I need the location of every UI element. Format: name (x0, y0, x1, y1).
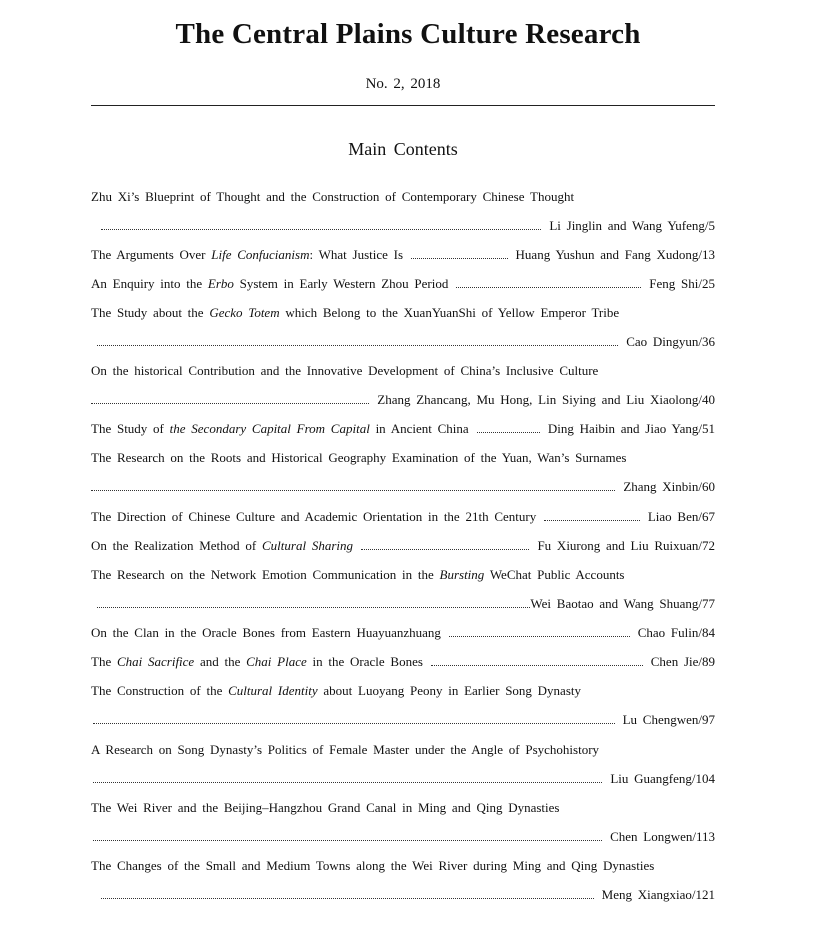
toc-entry[interactable] (91, 623, 715, 643)
journal-title: The Central Plains Culture Research (175, 18, 641, 50)
toc-entry-title[interactable] (91, 740, 715, 760)
leader-dots (97, 345, 618, 346)
leader-dots (544, 520, 640, 521)
entry-title: The Study of the Secondary Capital From Capital in Ancient China (91, 421, 469, 436)
toc-entry-author-line[interactable] (91, 885, 715, 905)
issue-number: No. 2, 2018 (365, 76, 441, 92)
entry-title: The Arguments Over Life Confucianism: What Justice Is (91, 247, 404, 262)
entry-title: The Research on the Roots and Historical Geography Examination of the Yuan, Wan’s Surnames (91, 450, 627, 465)
toc-entry-title[interactable] (91, 565, 715, 585)
leader-dots (101, 229, 541, 230)
entry-authors-page: Liao Ben/67 (647, 509, 715, 524)
toc-entry-title[interactable] (91, 361, 715, 381)
entry-title: The Chai Sacrifice and the Chai Place in the Oracle Bones (91, 654, 423, 669)
leader-dots (411, 258, 508, 259)
leader-dots (97, 607, 530, 608)
toc-entry[interactable] (91, 419, 715, 439)
toc-entry[interactable] (91, 245, 715, 265)
toc-entry-author-line[interactable] (91, 477, 715, 497)
entry-authors-page: Zhang Zhancang, Mu Hong, Lin Siying and Liu Xiaolong/40 (377, 392, 715, 407)
leader-dots (449, 636, 630, 637)
leader-dots (91, 403, 369, 404)
entry-authors-page: Chen Jie/89 (650, 654, 715, 669)
toc-entry[interactable] (91, 507, 715, 527)
entry-authors-page: Meng Xiangxiao/121 (601, 887, 715, 902)
entry-title: On the historical Contribution and the Innovative Development of China’s Inclusive Culture (91, 363, 599, 378)
entry-title: The Wei River and the Beijing–Hangzhou Grand Canal in Ming and Qing Dynasties (91, 800, 560, 815)
toc-entry-author-line[interactable] (91, 710, 715, 730)
entry-title: A Research on Song Dynasty’s Politics of Female Master under the Angle of Psychohistory (91, 742, 600, 757)
toc-entry-title[interactable] (91, 448, 715, 468)
leader-dots (93, 840, 602, 841)
toc-entry-author-line[interactable] (91, 594, 715, 614)
leader-dots (93, 782, 602, 783)
toc-entry-title[interactable] (91, 681, 715, 701)
toc-entry-author-line[interactable] (91, 332, 715, 352)
entry-authors-page: Huang Yushun and Fang Xudong/13 (515, 247, 715, 262)
toc-entry-author-line[interactable] (91, 216, 715, 236)
toc-entry-author-line[interactable] (91, 769, 715, 789)
entry-title: The Direction of Chinese Culture and Academic Orientation in the 21th Century (91, 509, 537, 524)
leader-dots (456, 287, 641, 288)
entry-title: Zhu Xi’s Blueprint of Thought and the Construction of Contemporary Chinese Thought (91, 189, 575, 204)
leader-dots (93, 723, 615, 724)
leader-dots (101, 898, 594, 899)
entry-title: On the Clan in the Oracle Bones from Eastern Huayuanzhuang (91, 625, 441, 640)
toc-entry-title[interactable] (91, 856, 715, 876)
entry-authors-page: Ding Haibin and Jiao Yang/51 (547, 421, 715, 436)
entry-authors-page: Fu Xiurong and Liu Ruixuan/72 (537, 538, 715, 553)
leader-dots (477, 432, 540, 433)
entry-authors-page: Wei Baotao and Wang Shuang/77 (530, 596, 715, 611)
entry-authors-page: Li Jinglin and Wang Yufeng/5 (549, 218, 715, 233)
entry-title: The Changes of the Small and Medium Towns along the Wei River during Ming and Qing Dynasties (91, 858, 655, 873)
entry-title: The Study about the Gecko Totem which Belong to the XuanYuanShi of Yellow Emperor Tribe (91, 305, 620, 320)
contents-heading: Main Contents (348, 139, 458, 159)
leader-dots (431, 665, 643, 666)
entry-authors-page: Lu Chengwen/97 (622, 712, 715, 727)
header-divider (91, 105, 715, 106)
entry-title: On the Realization Method of Cultural Sharing (91, 538, 353, 553)
entry-title: An Enquiry into the Erbo System in Early Western Zhou Period (91, 276, 449, 291)
entry-authors-page: Zhang Xinbin/60 (623, 479, 715, 494)
entry-title: The Research on the Network Emotion Communication in the Bursting WeChat Public Accounts (91, 567, 625, 582)
toc-entry-title[interactable] (91, 187, 715, 207)
toc-entry-title[interactable] (91, 798, 715, 818)
toc-entry[interactable] (91, 536, 715, 556)
entry-authors-page: Chen Longwen/113 (610, 829, 715, 844)
entry-title: The Construction of the Cultural Identity about Luoyang Peony in Earlier Song Dynasty (91, 683, 582, 698)
entry-authors-page: Liu Guangfeng/104 (610, 771, 715, 786)
leader-dots (91, 490, 615, 491)
entry-authors-page: Chao Fulin/84 (637, 625, 715, 640)
toc-entry[interactable] (91, 274, 715, 294)
leader-dots (361, 549, 529, 550)
toc-entry[interactable] (91, 652, 715, 672)
toc-entry-author-line[interactable] (91, 827, 715, 847)
toc-entry-title[interactable] (91, 303, 715, 323)
entry-authors-page: Cao Dingyun/36 (626, 334, 715, 349)
toc-entry-author-line[interactable] (91, 390, 715, 410)
entry-authors-page: Feng Shi/25 (649, 276, 715, 291)
